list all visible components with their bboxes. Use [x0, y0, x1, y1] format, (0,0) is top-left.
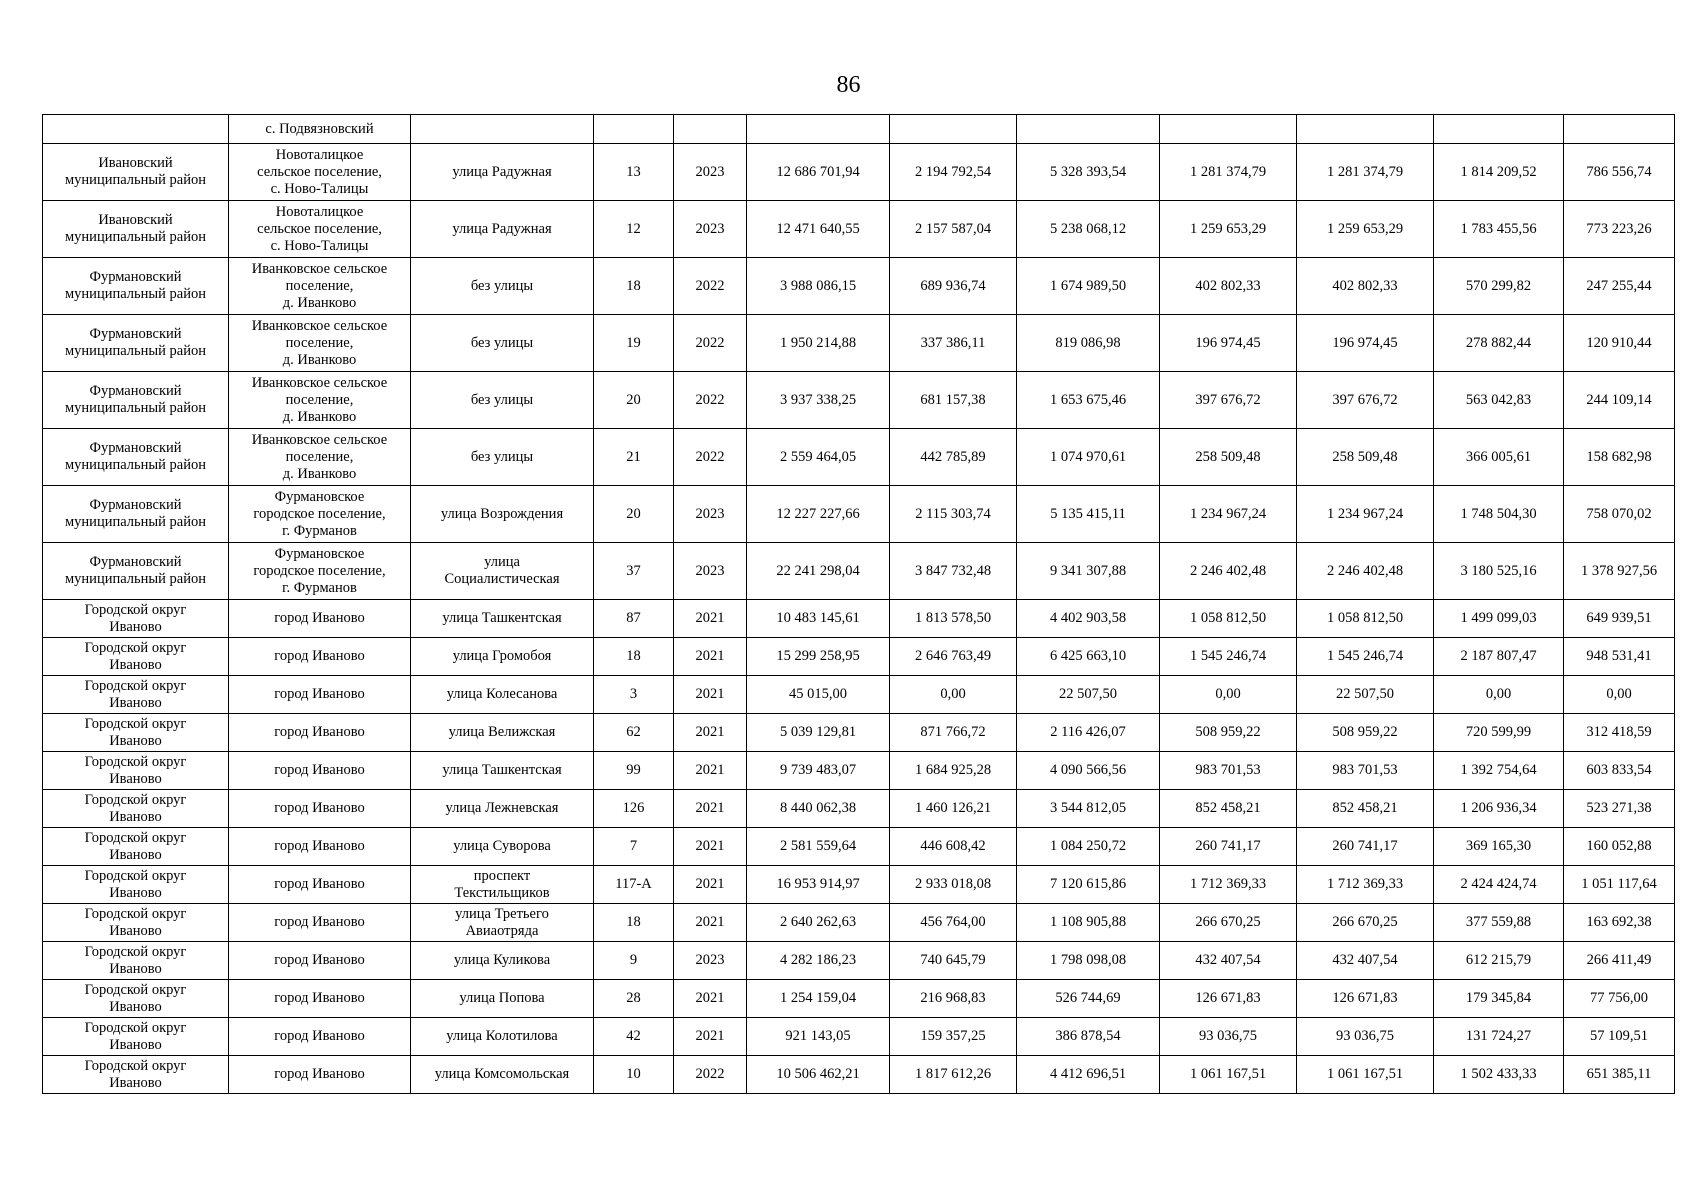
value-cell: 786 556,74: [1564, 144, 1675, 201]
settlement-cell: город Иваново: [229, 942, 411, 980]
value-cell: 649 939,51: [1564, 600, 1675, 638]
value-cell: [890, 115, 1017, 144]
district-cell: Фурмановский муниципальный район: [43, 372, 229, 429]
value-cell: 397 676,72: [1297, 372, 1434, 429]
year-cell: 2023: [674, 486, 747, 543]
house-cell: 7: [594, 828, 674, 866]
street-cell: без улицы: [411, 372, 594, 429]
street-cell: проспект Текстильщиков: [411, 866, 594, 904]
value-cell: 2 246 402,48: [1297, 543, 1434, 600]
street-cell: улица Радужная: [411, 201, 594, 258]
year-cell: 2021: [674, 1018, 747, 1056]
street-cell: улица Комсомольская: [411, 1056, 594, 1094]
value-cell: 258 509,48: [1160, 429, 1297, 486]
value-cell: 758 070,02: [1564, 486, 1675, 543]
value-cell: 983 701,53: [1160, 752, 1297, 790]
value-cell: 2 115 303,74: [890, 486, 1017, 543]
value-cell: 216 968,83: [890, 980, 1017, 1018]
street-cell: улица Колотилова: [411, 1018, 594, 1056]
street-cell: без улицы: [411, 315, 594, 372]
value-cell: 12 227 227,66: [747, 486, 890, 543]
house-cell: 9: [594, 942, 674, 980]
table-body: [43, 115, 1675, 1094]
district-cell: Городской округ Иваново: [43, 980, 229, 1018]
value-cell: 1 545 246,74: [1297, 638, 1434, 676]
settlement-cell: Новоталицкое сельское поселение, с. Ново-Талицы: [229, 201, 411, 258]
district-cell: Городской округ Иваново: [43, 600, 229, 638]
value-cell: 689 936,74: [890, 258, 1017, 315]
settlement-cell: город Иваново: [229, 866, 411, 904]
district-cell: Городской округ Иваново: [43, 714, 229, 752]
settlement-cell: Иванковское сельское поселение, д. Иванково: [229, 372, 411, 429]
value-cell: 1 084 250,72: [1017, 828, 1160, 866]
value-cell: 15 299 258,95: [747, 638, 890, 676]
house-cell: 12: [594, 201, 674, 258]
value-cell: 4 090 566,56: [1017, 752, 1160, 790]
settlement-cell: Фурмановское городское поселение, г. Фурманов: [229, 486, 411, 543]
year-cell: 2021: [674, 790, 747, 828]
value-cell: 5 039 129,81: [747, 714, 890, 752]
house-cell: 18: [594, 904, 674, 942]
value-cell: 247 255,44: [1564, 258, 1675, 315]
value-cell: 2 194 792,54: [890, 144, 1017, 201]
district-cell: Городской округ Иваново: [43, 828, 229, 866]
value-cell: 9 341 307,88: [1017, 543, 1160, 600]
value-cell: 1 058 812,50: [1297, 600, 1434, 638]
year-cell: 2021: [674, 638, 747, 676]
table-row: [43, 144, 1675, 201]
table-row: [43, 638, 1675, 676]
value-cell: 852 458,21: [1297, 790, 1434, 828]
value-cell: 681 157,38: [890, 372, 1017, 429]
year-cell: [674, 115, 747, 144]
settlement-cell: Новоталицкое сельское поселение, с. Ново-Талицы: [229, 144, 411, 201]
district-cell: Ивановский муниципальный район: [43, 144, 229, 201]
street-cell: улица Куликова: [411, 942, 594, 980]
table-row: [43, 600, 1675, 638]
value-cell: 1 460 126,21: [890, 790, 1017, 828]
value-cell: 278 882,44: [1434, 315, 1564, 372]
street-cell: улица Социалистическая: [411, 543, 594, 600]
value-cell: 8 440 062,38: [747, 790, 890, 828]
value-cell: 1 798 098,08: [1017, 942, 1160, 980]
value-cell: 196 974,45: [1160, 315, 1297, 372]
street-cell: улица Ташкентская: [411, 600, 594, 638]
table-row: [43, 258, 1675, 315]
year-cell: 2022: [674, 315, 747, 372]
value-cell: [1017, 115, 1160, 144]
value-cell: 93 036,75: [1297, 1018, 1434, 1056]
value-cell: 3 937 338,25: [747, 372, 890, 429]
value-cell: 57 109,51: [1564, 1018, 1675, 1056]
year-cell: 2023: [674, 144, 747, 201]
value-cell: 921 143,05: [747, 1018, 890, 1056]
value-cell: 871 766,72: [890, 714, 1017, 752]
value-cell: 446 608,42: [890, 828, 1017, 866]
year-cell: 2023: [674, 942, 747, 980]
value-cell: 432 407,54: [1297, 942, 1434, 980]
value-cell: 10 483 145,61: [747, 600, 890, 638]
table-row: [43, 429, 1675, 486]
value-cell: 163 692,38: [1564, 904, 1675, 942]
year-cell: 2021: [674, 714, 747, 752]
value-cell: 10 506 462,21: [747, 1056, 890, 1094]
value-cell: 603 833,54: [1564, 752, 1675, 790]
value-cell: 1 813 578,50: [890, 600, 1017, 638]
year-cell: 2021: [674, 866, 747, 904]
value-cell: 0,00: [1564, 676, 1675, 714]
table-row: [43, 676, 1675, 714]
value-cell: 312 418,59: [1564, 714, 1675, 752]
value-cell: 397 676,72: [1160, 372, 1297, 429]
value-cell: 1 234 967,24: [1297, 486, 1434, 543]
value-cell: 377 559,88: [1434, 904, 1564, 942]
table-row: [43, 980, 1675, 1018]
value-cell: 131 724,27: [1434, 1018, 1564, 1056]
settlement-cell: город Иваново: [229, 752, 411, 790]
value-cell: 77 756,00: [1564, 980, 1675, 1018]
value-cell: [747, 115, 890, 144]
value-cell: 4 412 696,51: [1017, 1056, 1160, 1094]
value-cell: 93 036,75: [1160, 1018, 1297, 1056]
value-cell: 773 223,26: [1564, 201, 1675, 258]
year-cell: 2022: [674, 372, 747, 429]
value-cell: 1 748 504,30: [1434, 486, 1564, 543]
value-cell: 432 407,54: [1160, 942, 1297, 980]
value-cell: 1 817 612,26: [890, 1056, 1017, 1094]
street-cell: улица Ташкентская: [411, 752, 594, 790]
settlement-cell: город Иваново: [229, 790, 411, 828]
value-cell: 2 187 807,47: [1434, 638, 1564, 676]
value-cell: 948 531,41: [1564, 638, 1675, 676]
street-cell: улица Суворова: [411, 828, 594, 866]
district-cell: Городской округ Иваново: [43, 1018, 229, 1056]
year-cell: 2021: [674, 980, 747, 1018]
value-cell: 369 165,30: [1434, 828, 1564, 866]
settlement-cell: город Иваново: [229, 904, 411, 942]
value-cell: 456 764,00: [890, 904, 1017, 942]
settlement-cell: Иванковское сельское поселение, д. Иванково: [229, 429, 411, 486]
street-cell: улица Колесанова: [411, 676, 594, 714]
year-cell: 2023: [674, 543, 747, 600]
street-cell: улица Возрождения: [411, 486, 594, 543]
value-cell: 266 670,25: [1297, 904, 1434, 942]
value-cell: 852 458,21: [1160, 790, 1297, 828]
page-number: 86: [836, 72, 861, 98]
value-cell: 3 847 732,48: [890, 543, 1017, 600]
value-cell: 4 402 903,58: [1017, 600, 1160, 638]
value-cell: 5 238 068,12: [1017, 201, 1160, 258]
value-cell: [1297, 115, 1434, 144]
settlement-cell: город Иваново: [229, 828, 411, 866]
value-cell: 366 005,61: [1434, 429, 1564, 486]
value-cell: 2 581 559,64: [747, 828, 890, 866]
house-cell: 13: [594, 144, 674, 201]
house-cell: 126: [594, 790, 674, 828]
district-cell: Ивановский муниципальный район: [43, 201, 229, 258]
table-row: [43, 315, 1675, 372]
table-row: [43, 543, 1675, 600]
value-cell: [1564, 115, 1675, 144]
value-cell: 9 739 483,07: [747, 752, 890, 790]
value-cell: 508 959,22: [1160, 714, 1297, 752]
value-cell: 526 744,69: [1017, 980, 1160, 1018]
value-cell: 1 206 936,34: [1434, 790, 1564, 828]
value-cell: 563 042,83: [1434, 372, 1564, 429]
value-cell: 1 674 989,50: [1017, 258, 1160, 315]
table-row: [43, 1018, 1675, 1056]
district-cell: Фурмановский муниципальный район: [43, 315, 229, 372]
value-cell: 45 015,00: [747, 676, 890, 714]
value-cell: 402 802,33: [1297, 258, 1434, 315]
value-cell: 0,00: [1160, 676, 1297, 714]
settlement-cell: город Иваново: [229, 600, 411, 638]
value-cell: 1 684 925,28: [890, 752, 1017, 790]
value-cell: 402 802,33: [1160, 258, 1297, 315]
table-row: [43, 486, 1675, 543]
table-row-continuation: [43, 115, 1675, 144]
house-cell: [594, 115, 674, 144]
district-cell: Городской округ Иваново: [43, 904, 229, 942]
value-cell: 22 241 298,04: [747, 543, 890, 600]
value-cell: 523 271,38: [1564, 790, 1675, 828]
house-cell: 117-А: [594, 866, 674, 904]
value-cell: 1 051 117,64: [1564, 866, 1675, 904]
value-cell: 2 246 402,48: [1160, 543, 1297, 600]
value-cell: 2 116 426,07: [1017, 714, 1160, 752]
value-cell: 2 559 464,05: [747, 429, 890, 486]
street-cell: без улицы: [411, 429, 594, 486]
house-cell: 99: [594, 752, 674, 790]
value-cell: 6 425 663,10: [1017, 638, 1160, 676]
value-cell: 1 281 374,79: [1160, 144, 1297, 201]
value-cell: 1 653 675,46: [1017, 372, 1160, 429]
value-cell: 1 545 246,74: [1160, 638, 1297, 676]
table-row: [43, 904, 1675, 942]
value-cell: 1 392 754,64: [1434, 752, 1564, 790]
value-cell: 126 671,83: [1297, 980, 1434, 1018]
district-cell: [43, 115, 229, 144]
year-cell: 2021: [674, 676, 747, 714]
value-cell: 5 328 393,54: [1017, 144, 1160, 201]
year-cell: 2022: [674, 1056, 747, 1094]
value-cell: 1 712 369,33: [1297, 866, 1434, 904]
value-cell: 1 259 653,29: [1160, 201, 1297, 258]
value-cell: 159 357,25: [890, 1018, 1017, 1056]
value-cell: 1 061 167,51: [1297, 1056, 1434, 1094]
settlement-cell: город Иваново: [229, 1018, 411, 1056]
value-cell: [1434, 115, 1564, 144]
district-cell: Фурмановский муниципальный район: [43, 543, 229, 600]
settlement-cell: город Иваново: [229, 980, 411, 1018]
value-cell: 740 645,79: [890, 942, 1017, 980]
table-row: [43, 372, 1675, 429]
street-cell: улица Третьего Авиаотряда: [411, 904, 594, 942]
value-cell: 22 507,50: [1017, 676, 1160, 714]
value-cell: 2 646 763,49: [890, 638, 1017, 676]
street-cell: улица Громобоя: [411, 638, 594, 676]
value-cell: 2 933 018,08: [890, 866, 1017, 904]
year-cell: 2021: [674, 904, 747, 942]
value-cell: 1 712 369,33: [1160, 866, 1297, 904]
settlement-cell: Иванковское сельское поселение, д. Иванково: [229, 315, 411, 372]
value-cell: [1160, 115, 1297, 144]
value-cell: 819 086,98: [1017, 315, 1160, 372]
year-cell: 2023: [674, 201, 747, 258]
value-cell: 2 157 587,04: [890, 201, 1017, 258]
house-cell: 87: [594, 600, 674, 638]
settlement-cell: город Иваново: [229, 714, 411, 752]
value-cell: 16 953 914,97: [747, 866, 890, 904]
value-cell: 196 974,45: [1297, 315, 1434, 372]
street-cell: без улицы: [411, 258, 594, 315]
value-cell: 508 959,22: [1297, 714, 1434, 752]
district-cell: Фурмановский муниципальный район: [43, 429, 229, 486]
value-cell: 1 502 433,33: [1434, 1056, 1564, 1094]
street-cell: улица Попова: [411, 980, 594, 1018]
table-row: [43, 714, 1675, 752]
year-cell: 2022: [674, 258, 747, 315]
house-cell: 42: [594, 1018, 674, 1056]
house-cell: 10: [594, 1056, 674, 1094]
value-cell: 126 671,83: [1160, 980, 1297, 1018]
value-cell: 1 234 967,24: [1160, 486, 1297, 543]
house-cell: 3: [594, 676, 674, 714]
house-cell: 28: [594, 980, 674, 1018]
value-cell: 337 386,11: [890, 315, 1017, 372]
value-cell: 2 640 262,63: [747, 904, 890, 942]
value-cell: 612 215,79: [1434, 942, 1564, 980]
street-cell: улица Велижская: [411, 714, 594, 752]
settlement-cell: Иванковское сельское поселение, д. Иванково: [229, 258, 411, 315]
house-cell: 19: [594, 315, 674, 372]
table-row: [43, 866, 1675, 904]
settlement-cell: с. Подвязновский: [229, 115, 411, 144]
value-cell: 4 282 186,23: [747, 942, 890, 980]
house-cell: 62: [594, 714, 674, 752]
district-cell: Городской округ Иваново: [43, 1056, 229, 1094]
value-cell: 1 783 455,56: [1434, 201, 1564, 258]
value-cell: 266 670,25: [1160, 904, 1297, 942]
value-cell: 2 424 424,74: [1434, 866, 1564, 904]
table-row: [43, 201, 1675, 258]
value-cell: 1 108 905,88: [1017, 904, 1160, 942]
year-cell: 2021: [674, 752, 747, 790]
value-cell: 983 701,53: [1297, 752, 1434, 790]
value-cell: 1 254 159,04: [747, 980, 890, 1018]
value-cell: 3 544 812,05: [1017, 790, 1160, 828]
house-cell: 20: [594, 372, 674, 429]
value-cell: 1 814 209,52: [1434, 144, 1564, 201]
value-cell: 260 741,17: [1297, 828, 1434, 866]
district-cell: Городской округ Иваново: [43, 638, 229, 676]
district-cell: Городской округ Иваново: [43, 790, 229, 828]
value-cell: 5 135 415,11: [1017, 486, 1160, 543]
house-cell: 21: [594, 429, 674, 486]
settlement-cell: город Иваново: [229, 638, 411, 676]
settlement-cell: Фурмановское городское поселение, г. Фурманов: [229, 543, 411, 600]
table-row: [43, 790, 1675, 828]
district-cell: Городской округ Иваново: [43, 942, 229, 980]
value-cell: 1 281 374,79: [1297, 144, 1434, 201]
value-cell: 1 061 167,51: [1160, 1056, 1297, 1094]
value-cell: 386 878,54: [1017, 1018, 1160, 1056]
house-cell: 18: [594, 258, 674, 315]
value-cell: 12 686 701,94: [747, 144, 890, 201]
value-cell: 1 950 214,88: [747, 315, 890, 372]
value-cell: 3 988 086,15: [747, 258, 890, 315]
value-cell: 0,00: [890, 676, 1017, 714]
district-cell: Фурмановский муниципальный район: [43, 486, 229, 543]
value-cell: 120 910,44: [1564, 315, 1675, 372]
table-row: [43, 942, 1675, 980]
house-cell: 37: [594, 543, 674, 600]
value-cell: 651 385,11: [1564, 1056, 1675, 1094]
value-cell: 266 411,49: [1564, 942, 1675, 980]
value-cell: 1 378 927,56: [1564, 543, 1675, 600]
value-cell: 258 509,48: [1297, 429, 1434, 486]
settlement-cell: город Иваново: [229, 676, 411, 714]
value-cell: 3 180 525,16: [1434, 543, 1564, 600]
year-cell: 2022: [674, 429, 747, 486]
district-cell: Городской округ Иваново: [43, 676, 229, 714]
value-cell: 1 074 970,61: [1017, 429, 1160, 486]
table-row: [43, 752, 1675, 790]
value-cell: 570 299,82: [1434, 258, 1564, 315]
street-cell: улица Радужная: [411, 144, 594, 201]
value-cell: 1 499 099,03: [1434, 600, 1564, 638]
street-cell: [411, 115, 594, 144]
value-cell: 720 599,99: [1434, 714, 1564, 752]
data-table: [42, 114, 1675, 1094]
district-cell: Фурмановский муниципальный район: [43, 258, 229, 315]
district-cell: Городской округ Иваново: [43, 752, 229, 790]
value-cell: 158 682,98: [1564, 429, 1675, 486]
district-cell: Городской округ Иваново: [43, 866, 229, 904]
settlement-cell: город Иваново: [229, 1056, 411, 1094]
value-cell: 7 120 615,86: [1017, 866, 1160, 904]
value-cell: 244 109,14: [1564, 372, 1675, 429]
year-cell: 2021: [674, 828, 747, 866]
value-cell: 179 345,84: [1434, 980, 1564, 1018]
year-cell: 2021: [674, 600, 747, 638]
table-row: [43, 1056, 1675, 1094]
value-cell: 0,00: [1434, 676, 1564, 714]
value-cell: 22 507,50: [1297, 676, 1434, 714]
value-cell: 12 471 640,55: [747, 201, 890, 258]
table-row: [43, 828, 1675, 866]
value-cell: 1 259 653,29: [1297, 201, 1434, 258]
house-cell: 20: [594, 486, 674, 543]
value-cell: 260 741,17: [1160, 828, 1297, 866]
value-cell: 160 052,88: [1564, 828, 1675, 866]
street-cell: улица Лежневская: [411, 790, 594, 828]
value-cell: 1 058 812,50: [1160, 600, 1297, 638]
house-cell: 18: [594, 638, 674, 676]
value-cell: 442 785,89: [890, 429, 1017, 486]
